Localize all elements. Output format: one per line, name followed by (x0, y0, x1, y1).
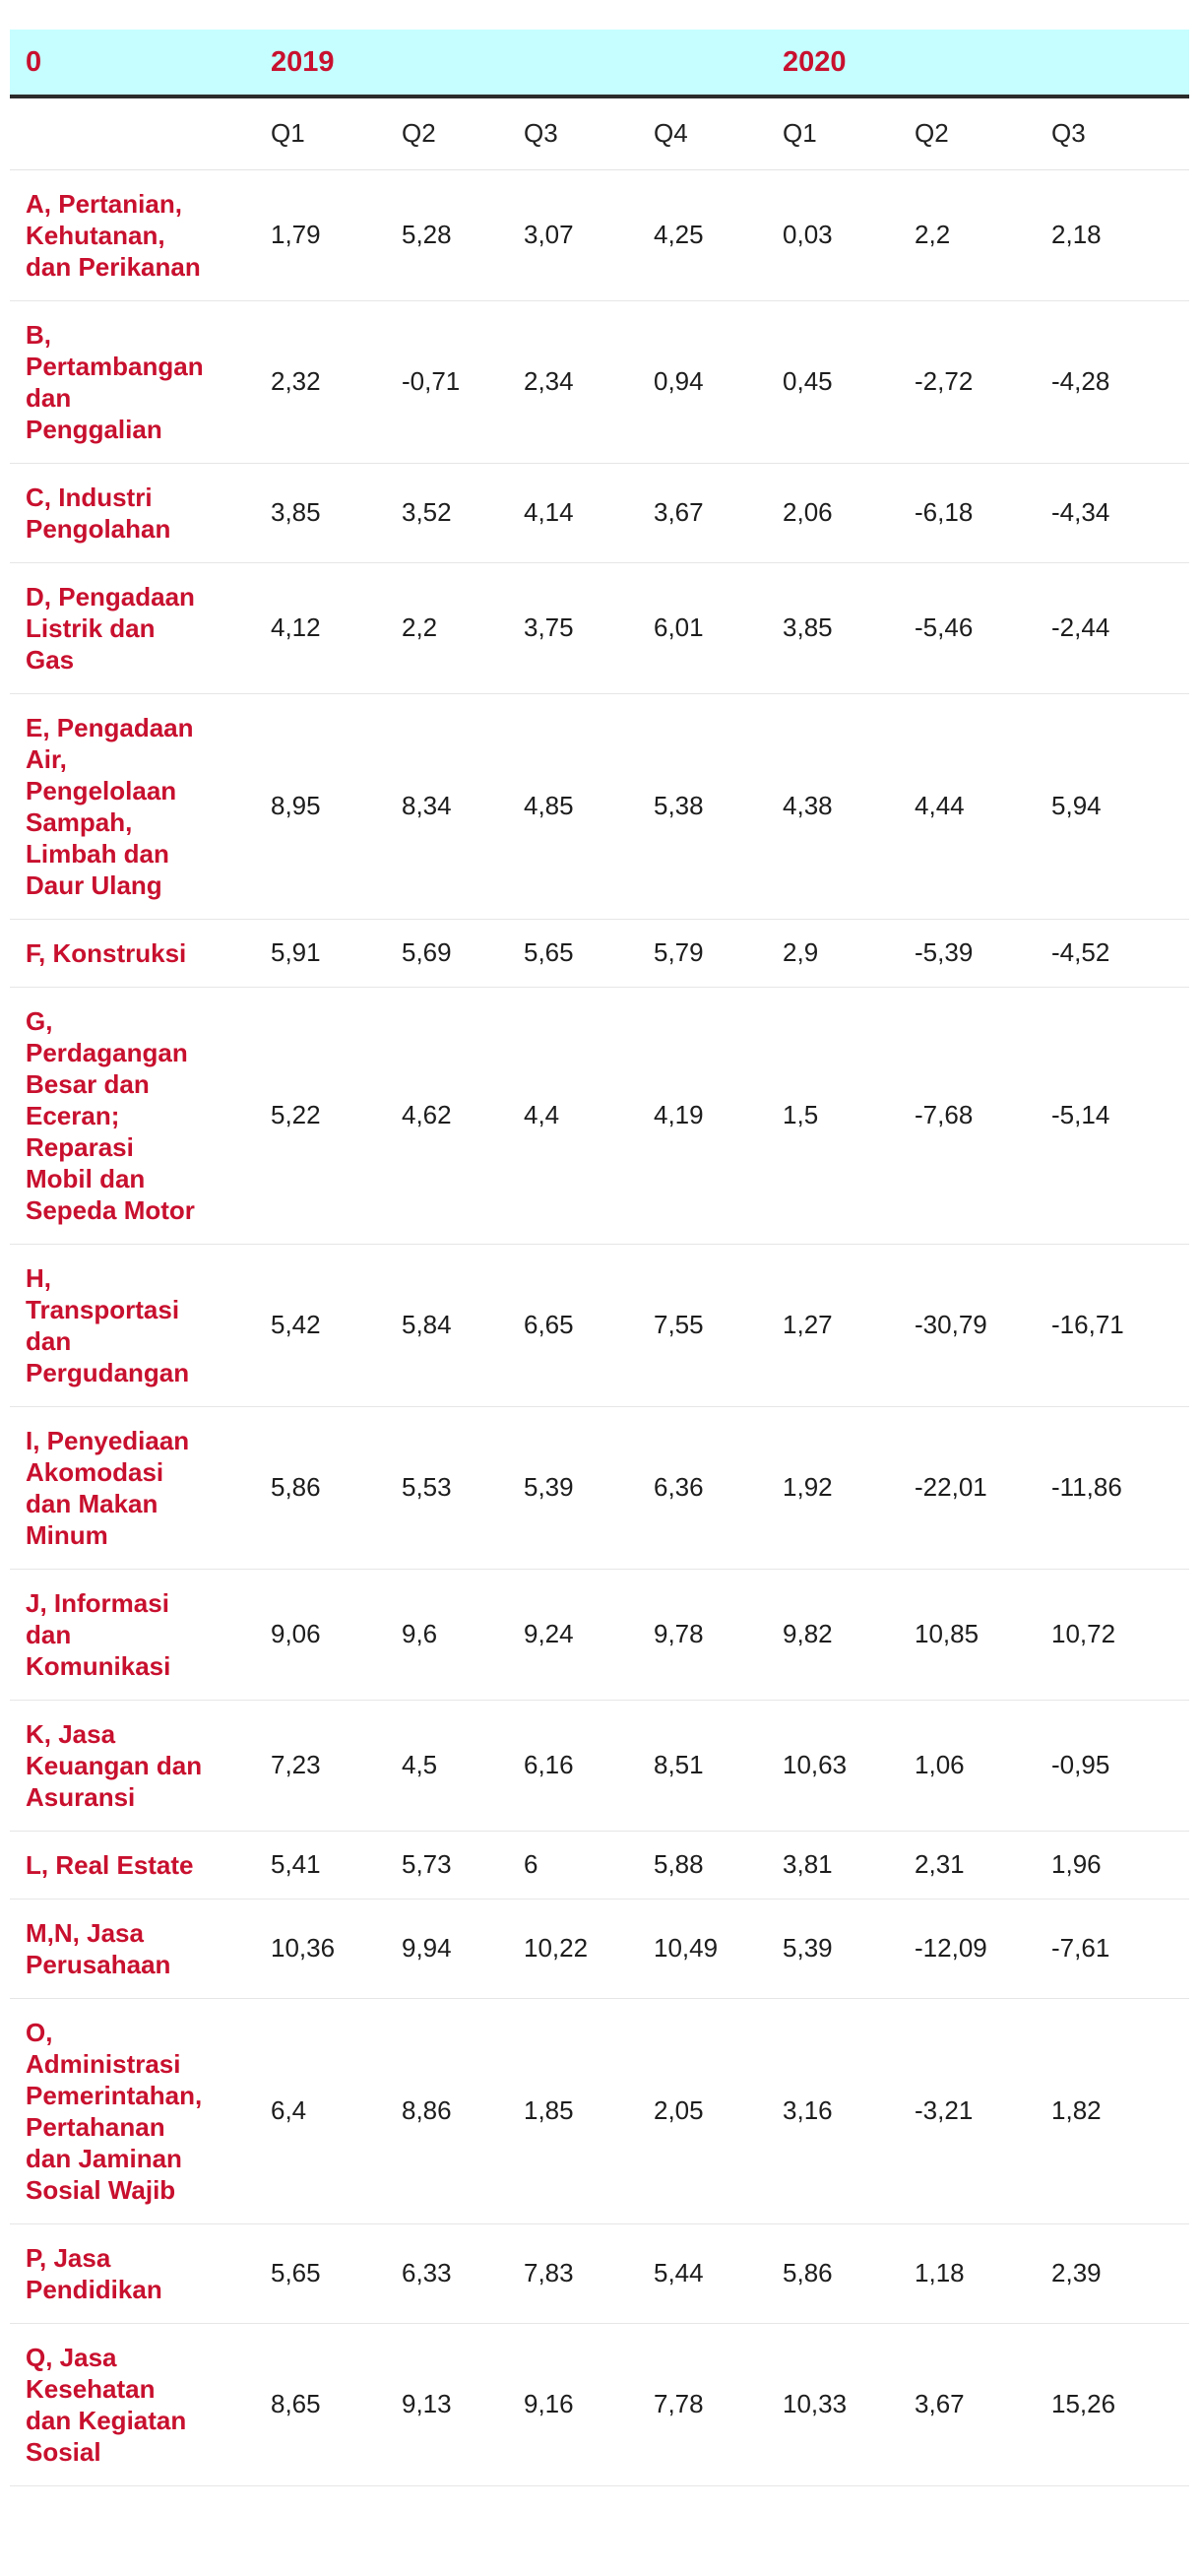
row-label: E, Pengadaan Air, Pengelolaan Sampah, Limbah dan Daur Ulang (10, 693, 255, 919)
row-label: P, Jasa Pendidikan (10, 2223, 255, 2323)
table-row (10, 463, 1189, 562)
quarter-header: Q2 (386, 97, 508, 169)
row-label: F, Konstruksi (10, 919, 255, 987)
value-cell: 2,31 (899, 1831, 1036, 1899)
value-cell: 3,81 (767, 1831, 899, 1899)
value-cell: 5,86 (255, 1406, 386, 1569)
value-cell: -4,28 (1036, 300, 1189, 463)
value-cell: 6,33 (386, 2223, 508, 2323)
value-cell: -7,61 (1036, 1899, 1189, 1998)
value-cell: 10,72 (1036, 1569, 1189, 1700)
value-cell: -0,71 (386, 300, 508, 463)
value-cell: 5,65 (508, 919, 638, 987)
table-row (10, 2223, 1189, 2323)
value-cell: 2,05 (638, 1998, 767, 2223)
table-row (10, 169, 1189, 300)
table-row (10, 2323, 1189, 2485)
quarter-header: Q1 (767, 97, 899, 169)
value-cell: 1,96 (1036, 1831, 1189, 1899)
row-label: B, Pertambangan dan Penggalian (10, 300, 255, 463)
corner-header: 0 (10, 30, 255, 97)
row-label: A, Pertanian, Kehutanan, dan Perikanan (10, 169, 255, 300)
value-cell: 0,94 (638, 300, 767, 463)
value-cell: 0,45 (767, 300, 899, 463)
value-cell: 2,06 (767, 463, 899, 562)
value-cell: 5,69 (386, 919, 508, 987)
value-cell: 5,41 (255, 1831, 386, 1899)
value-cell: 6 (508, 1831, 638, 1899)
table-body (10, 169, 1189, 2485)
data-table-container (10, 30, 1189, 2486)
value-cell: 4,5 (386, 1700, 508, 1831)
value-cell: 5,38 (638, 693, 767, 919)
value-cell: 2,32 (255, 300, 386, 463)
value-cell: 5,28 (386, 169, 508, 300)
value-cell: 9,24 (508, 1569, 638, 1700)
value-cell: -4,34 (1036, 463, 1189, 562)
table-row (10, 1899, 1189, 1998)
value-cell: 1,18 (899, 2223, 1036, 2323)
value-cell: 3,16 (767, 1998, 899, 2223)
table-row (10, 1831, 1189, 1899)
value-cell: 6,01 (638, 562, 767, 693)
value-cell: -0,95 (1036, 1700, 1189, 1831)
value-cell: 10,36 (255, 1899, 386, 1998)
value-cell: 4,25 (638, 169, 767, 300)
value-cell: 7,23 (255, 1700, 386, 1831)
value-cell: 3,67 (899, 2323, 1036, 2485)
table-row (10, 1406, 1189, 1569)
value-cell: 2,2 (386, 562, 508, 693)
value-cell: 1,5 (767, 987, 899, 1244)
value-cell: 5,42 (255, 1244, 386, 1406)
value-cell: 7,78 (638, 2323, 767, 2485)
quarter-header: Q1 (255, 97, 386, 169)
value-cell: -5,46 (899, 562, 1036, 693)
value-cell: 5,73 (386, 1831, 508, 1899)
value-cell: 5,88 (638, 1831, 767, 1899)
value-cell: 1,27 (767, 1244, 899, 1406)
value-cell: 9,78 (638, 1569, 767, 1700)
row-label: K, Jasa Keuangan dan Asuransi (10, 1700, 255, 1831)
table-row (10, 1700, 1189, 1831)
row-label: I, Penyediaan Akomodasi dan Makan Minum (10, 1406, 255, 1569)
quarter-header-row (10, 97, 1189, 169)
row-label: C, Industri Pengolahan (10, 463, 255, 562)
value-cell: 6,36 (638, 1406, 767, 1569)
value-cell: 4,4 (508, 987, 638, 1244)
value-cell: 5,65 (255, 2223, 386, 2323)
value-cell: 10,33 (767, 2323, 899, 2485)
value-cell: 1,06 (899, 1700, 1036, 1831)
value-cell: 9,82 (767, 1569, 899, 1700)
value-cell: -16,71 (1036, 1244, 1189, 1406)
value-cell: 15,26 (1036, 2323, 1189, 2485)
table-row (10, 1244, 1189, 1406)
row-label: Q, Jasa Kesehatan dan Kegiatan Sosial (10, 2323, 255, 2485)
value-cell: 5,79 (638, 919, 767, 987)
value-cell: 6,65 (508, 1244, 638, 1406)
value-cell: 4,38 (767, 693, 899, 919)
table-row (10, 1998, 1189, 2223)
value-cell: 8,34 (386, 693, 508, 919)
value-cell: 5,44 (638, 2223, 767, 2323)
value-cell: 2,34 (508, 300, 638, 463)
row-label: D, Pengadaan Listrik dan Gas (10, 562, 255, 693)
value-cell: 5,86 (767, 2223, 899, 2323)
value-cell: 10,85 (899, 1569, 1036, 1700)
quarter-header: Q4 (638, 97, 767, 169)
table-row (10, 562, 1189, 693)
value-cell: 10,49 (638, 1899, 767, 1998)
table-row (10, 987, 1189, 1244)
quarter-header: Q2 (899, 97, 1036, 169)
value-cell: -12,09 (899, 1899, 1036, 1998)
row-label: L, Real Estate (10, 1831, 255, 1899)
value-cell: -5,39 (899, 919, 1036, 987)
value-cell: 1,92 (767, 1406, 899, 1569)
value-cell: -2,72 (899, 300, 1036, 463)
value-cell: -3,21 (899, 1998, 1036, 2223)
value-cell: 10,22 (508, 1899, 638, 1998)
value-cell: -4,52 (1036, 919, 1189, 987)
value-cell: 9,16 (508, 2323, 638, 2485)
value-cell: 4,85 (508, 693, 638, 919)
value-cell: 2,39 (1036, 2223, 1189, 2323)
value-cell: 4,12 (255, 562, 386, 693)
row-label: J, Informasi dan Komunikasi (10, 1569, 255, 1700)
quarter-header-blank (10, 97, 255, 169)
value-cell: 2,2 (899, 169, 1036, 300)
table-row (10, 919, 1189, 987)
value-cell: 3,07 (508, 169, 638, 300)
value-cell: -6,18 (899, 463, 1036, 562)
value-cell: 1,85 (508, 1998, 638, 2223)
value-cell: 4,44 (899, 693, 1036, 919)
quarter-header: Q3 (508, 97, 638, 169)
value-cell: 4,62 (386, 987, 508, 1244)
value-cell: 9,6 (386, 1569, 508, 1700)
value-cell: 5,22 (255, 987, 386, 1244)
value-cell: 7,55 (638, 1244, 767, 1406)
row-label: O, Administrasi Pemerintahan, Pertahanan dan Jaminan Sosial Wajib (10, 1998, 255, 2223)
value-cell: 5,84 (386, 1244, 508, 1406)
value-cell: 0,03 (767, 169, 899, 300)
growth-table (10, 30, 1189, 2486)
value-cell: 3,85 (767, 562, 899, 693)
value-cell: 9,94 (386, 1899, 508, 1998)
value-cell: 6,16 (508, 1700, 638, 1831)
value-cell: -30,79 (899, 1244, 1036, 1406)
value-cell: 4,14 (508, 463, 638, 562)
table-row (10, 1569, 1189, 1700)
year-header-row (10, 30, 1189, 97)
value-cell: -22,01 (899, 1406, 1036, 1569)
value-cell: -2,44 (1036, 562, 1189, 693)
value-cell: 4,19 (638, 987, 767, 1244)
value-cell: 1,82 (1036, 1998, 1189, 2223)
quarter-header: Q3 (1036, 97, 1189, 169)
year-2019-header: 2019 (255, 30, 767, 97)
value-cell: 2,18 (1036, 169, 1189, 300)
table-row (10, 300, 1189, 463)
year-2020-header: 2020 (767, 30, 1189, 97)
value-cell: 10,63 (767, 1700, 899, 1831)
value-cell: -5,14 (1036, 987, 1189, 1244)
value-cell: -11,86 (1036, 1406, 1189, 1569)
value-cell: 5,39 (767, 1899, 899, 1998)
value-cell: 5,39 (508, 1406, 638, 1569)
row-label: G, Perdagangan Besar dan Eceran; Reparasi Mobil dan Sepeda Motor (10, 987, 255, 1244)
value-cell: 8,86 (386, 1998, 508, 2223)
value-cell: -7,68 (899, 987, 1036, 1244)
value-cell: 5,91 (255, 919, 386, 987)
value-cell: 9,06 (255, 1569, 386, 1700)
value-cell: 6,4 (255, 1998, 386, 2223)
value-cell: 3,85 (255, 463, 386, 562)
value-cell: 5,94 (1036, 693, 1189, 919)
value-cell: 3,52 (386, 463, 508, 562)
value-cell: 8,65 (255, 2323, 386, 2485)
value-cell: 2,9 (767, 919, 899, 987)
value-cell: 8,95 (255, 693, 386, 919)
value-cell: 3,67 (638, 463, 767, 562)
value-cell: 5,53 (386, 1406, 508, 1569)
row-label: M,N, Jasa Perusahaan (10, 1899, 255, 1998)
row-label: H, Transportasi dan Pergudangan (10, 1244, 255, 1406)
value-cell: 3,75 (508, 562, 638, 693)
value-cell: 1,79 (255, 169, 386, 300)
value-cell: 7,83 (508, 2223, 638, 2323)
table-row (10, 693, 1189, 919)
value-cell: 9,13 (386, 2323, 508, 2485)
value-cell: 8,51 (638, 1700, 767, 1831)
